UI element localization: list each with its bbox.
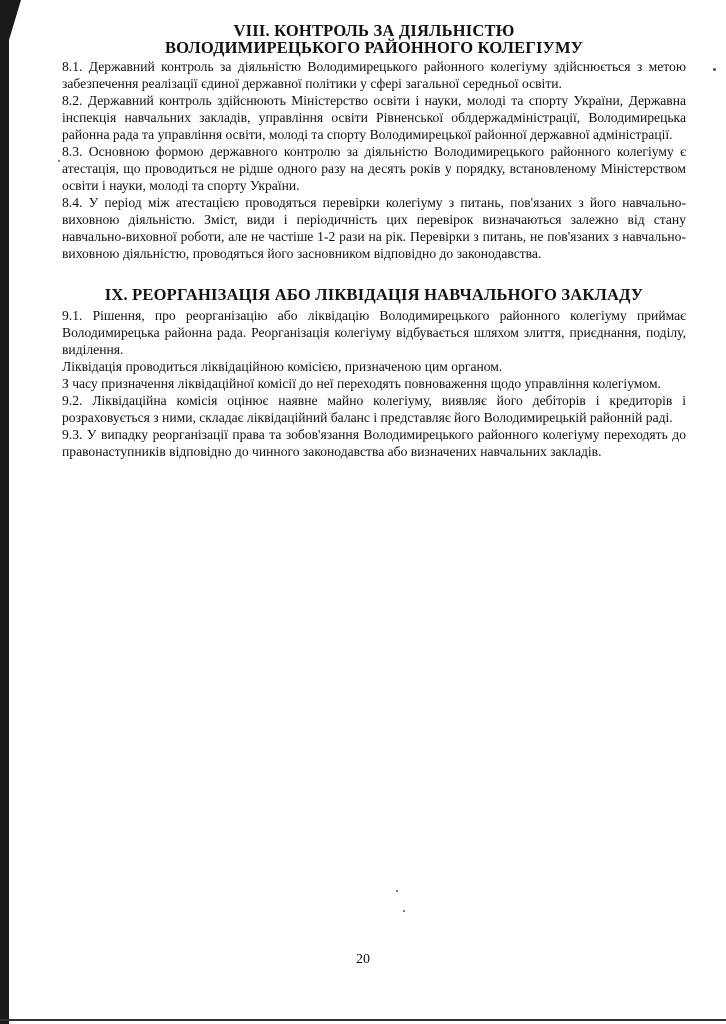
scan-edge-notch	[9, 0, 21, 40]
section-8	[62, 22, 686, 262]
paragraph-8-1: 8.1. Державний контроль за діяльністю Володимирецького районного колегіуму здійснюється з метою забезпечення реалізації єдиної державної політики у сфері загальної середньої освіти.	[62, 59, 686, 91]
section-8-title	[62, 22, 686, 56]
paragraph-9-1-liquidation: Ліквідація проводиться ліквідаційною комісією, призначеною цим органом.	[62, 359, 503, 374]
section-9	[62, 286, 686, 460]
section-8-title-line1: VIII. КОНТРОЛЬ ЗА ДІЯЛЬНІСТЮ	[233, 21, 515, 40]
paragraph-8-2: 8.2. Державний контроль здійснюють Міністерство освіти і науки, молоді та спорту України, Державна інспекція навчальних закладів, управління освіти Рівненської облдержадміністрації, Володимирецька районна рада та управління освіти, молоді та спорту Володимирецької районної державної адміністрації.	[62, 93, 686, 142]
scan-speck	[58, 160, 60, 162]
scan-bottom-edge	[0, 1019, 726, 1021]
scan-speck	[713, 68, 716, 71]
section-9-title: IX. РЕОРГАНІЗАЦІЯ АБО ЛІКВІДАЦІЯ НАВЧАЛЬНОГО ЗАКЛАДУ	[104, 285, 644, 304]
document-body	[62, 22, 686, 460]
paragraph-9-1-powers: З часу призначення ліквідаційної комісії до неї переходять повноваження щодо управління колегіумом.	[62, 376, 661, 391]
scan-left-edge	[0, 0, 9, 1024]
paragraph-8-3: 8.3. Основною формою державного контролю за діяльністю Володимирецького районного колегіуму є атестація, що проводиться не рідше одного разу на десять років у порядку, встановленому Міністерством освіти і науки, молоді та спорту України.	[62, 144, 686, 193]
page-number: 20	[356, 952, 370, 967]
paragraph-9-3: 9.3. У випадку реорганізації права та зобов'язання Володимирецького районного колегіуму переходять до правонаступників відповідно до чинного законодавства або визначених навчальних закладів.	[62, 427, 686, 459]
section-8-title-line2: ВОЛОДИМИРЕЦЬКОГО РАЙОННОГО КОЛЕГІУМУ	[164, 38, 584, 57]
paragraph-9-1: 9.1. Рішення, про реорганізацію або ліквідацію Володимирецького районного колегіуму приймає Володимирецька районна рада. Реорганізація колегіуму відбувається шляхом злиття, приєднання, поділу, виділення.	[62, 308, 686, 357]
paragraph-9-2: 9.2. Ліквідаційна комісія оцінює наявне майно колегіуму, виявляє його дебіторів і кредиторів і розраховується з ними, складає ліквідаційний баланс і представляє його Володимирецькій районній раді.	[62, 393, 686, 425]
scan-speck	[403, 910, 405, 912]
paragraph-8-4: 8.4. У період між атестацією проводяться перевірки колегіуму з питань, пов'язаних з його навчально-виховною діяльністю. Зміст, види і періодичність цих перевірок визначаються залежно від стану навчально-виховної роботи, але не частіше 1-2 рази на рік. Перевірки з питань, не пов'язаних з навчально-виховною діяльністю, проводяться його засновником відповідно до законодавства.	[62, 195, 686, 261]
scan-speck	[396, 890, 398, 892]
